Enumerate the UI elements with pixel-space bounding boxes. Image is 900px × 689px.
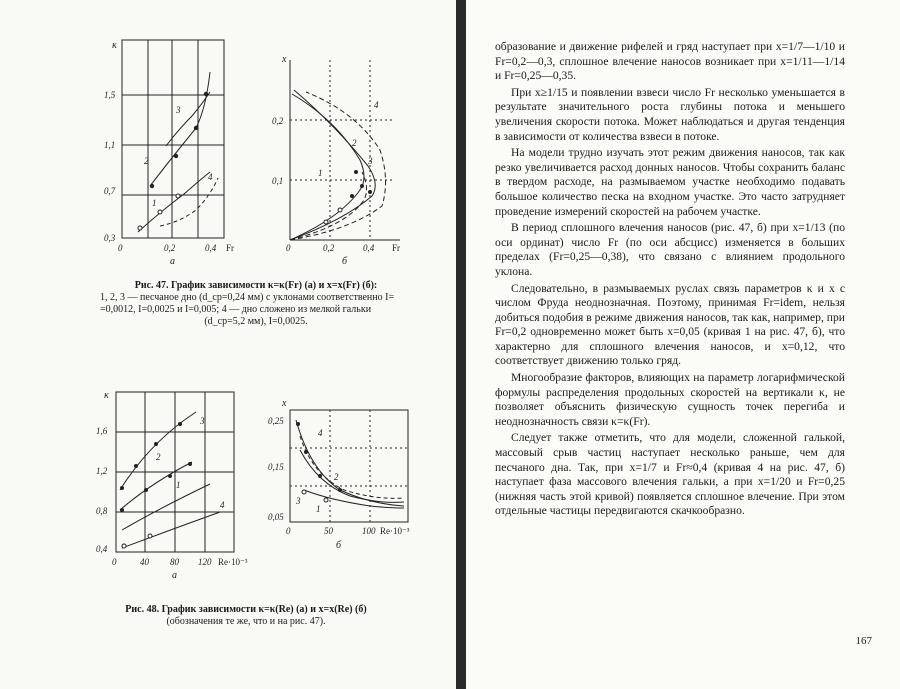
paragraph: Следует также отметить, что для модели, сложенной галькой, массовый срыв частиц наступает несколько раньше, чем для песчаного дна. Так, при x=1/7 и Fr≈0,4 (кривая 4 на рис. 47, б) наступает фаза массового влечения гальки, а при x=1/20 и Fr=0,25 (нижняя часть этой кривой) появляется сплошное влечение. При этом отдельные частицы передвигаются скачкообразно. — [495, 431, 845, 518]
fig47b-ytick: 0,1 — [272, 176, 284, 186]
page-number: 167 — [855, 635, 872, 647]
paragraph: При x≥1/15 и появлении взвеси число Fr несколько уменьшается в результате значительного роста глубины потока и меньшего увеличения скорости потока. Может наблюдаться и другая тенденция в зависимости от количества взвеси в потоке. — [495, 85, 845, 143]
fig48a-xtick: 80 — [170, 557, 179, 567]
fig47-panel-b — [272, 54, 400, 267]
curve-label: 4 — [208, 172, 213, 182]
fig47a-xtick: 0 — [118, 243, 123, 253]
curve-label: 3 — [200, 416, 205, 426]
fig47-panel-a — [104, 40, 234, 267]
fig48a-ylabel: κ — [104, 390, 109, 401]
curve-label: 1 — [152, 198, 157, 208]
fig47b-xtick: 0 — [286, 243, 291, 253]
fig48b-xtick: 50 — [324, 526, 333, 536]
fig47a-ytick: 1,1 — [104, 140, 116, 150]
fig47a-ytick: 0,3 — [104, 233, 116, 243]
fig47b-xtick: 0,2 — [323, 243, 335, 253]
curve-label: 4 — [318, 428, 323, 438]
fig48b-ylabel: x — [282, 398, 287, 409]
fig47a-ylabel: κ — [112, 40, 117, 51]
curve-label: 3 — [368, 156, 373, 166]
fig47-caption-line: =0,0012, I=0,0025 и I=0,005; 4 — дно сложено из мелкой гальки — [100, 304, 372, 315]
fig48b-ytick: 0,15 — [268, 462, 284, 472]
fig48a-ytick: 1,2 — [96, 466, 108, 476]
fig47b-ytick: 0,2 — [272, 116, 284, 126]
curve-label: 4 — [374, 100, 379, 110]
figure-48 — [0, 380, 456, 600]
fig47a-xtick: 0,4 — [205, 243, 217, 253]
curve-label: 1 — [316, 504, 321, 514]
fig48a-ytick: 1,6 — [96, 426, 108, 436]
fig47b-xtick: 0,4 — [363, 243, 375, 253]
curve-label: 4 — [220, 500, 225, 510]
fig48b-xtick: 100 — [362, 526, 376, 536]
fig47a-ytick: 0,7 — [104, 186, 116, 196]
fig47-caption-line: 1, 2, 3 — песчаное дно (d_ср=0,24 мм) с уклонами соответственно I= — [100, 292, 395, 303]
book-gutter — [456, 0, 466, 689]
curve-label: 1 — [176, 480, 181, 490]
fig47b-sublabel: б — [342, 256, 348, 267]
curve-label: 1 — [318, 168, 323, 178]
paragraph: В период сплошного влечения наносов (рис. 47, б) при x=1/13 (по оси ординат) число Fr (по оси абсцисс) изменяется в больших пределах (Fr=0,25—0,38), что связано с влиянием продольного уклона. — [495, 221, 845, 278]
fig48-panel-b — [268, 398, 410, 551]
curve-label: 2 — [144, 156, 149, 166]
fig48a-xtick: 120 — [198, 557, 212, 567]
fig48a-xtick: 0 — [112, 557, 117, 567]
fig47a-xtick: 0,2 — [164, 243, 176, 253]
fig48-panel-a — [96, 390, 248, 581]
paragraph: На модели трудно изучать этот режим движения наносов, так как резко увеличивается расход донных наносов. Чтобы сохранить баланс в твердом расходе, на размываемом участке необходимо подавать большое количество песка на входном участке. Это часто затрудняет проведение измерений скоростей на рабочем участке. — [495, 146, 845, 218]
fig48b-xtick: 0 — [286, 526, 291, 536]
fig47-caption-title: Рис. 47. График зависимости κ=κ(Fr) (а) и x=x(Fr) (б): — [134, 280, 378, 291]
fig48-caption-title: Рис. 48. График зависимости κ=κ(Re) (а) и x=x(Re) (б) — [125, 604, 367, 615]
fig47a-ytick: 1,5 — [104, 90, 116, 100]
fig48a-xlabel: Re·10⁻³ — [218, 557, 248, 567]
fig48-caption-sub: (обозначения те же, что и на рис. 47). — [166, 616, 326, 627]
fig48b-xlabel: Re·10⁻³ — [380, 526, 410, 536]
curve-label: 3 — [296, 496, 301, 506]
fig48-caption — [96, 604, 396, 628]
fig48b-ytick: 0,05 — [268, 512, 284, 522]
curve-label: 2 — [352, 138, 357, 148]
fig48a-ytick: 0,4 — [96, 544, 108, 554]
curve-label: 3 — [176, 105, 181, 115]
paragraph: Многообразие факторов, влияющих на параметр логарифмической формулы распределения продольных скоростей на вертикали κ, не позволяет объяснить физическую сущность точек перегиба и неоднозначность связи κ=κ(Fr). — [495, 371, 845, 428]
right-page-text — [495, 40, 845, 521]
fig47b-ylabel: x — [282, 54, 287, 65]
fig47-caption — [100, 280, 412, 328]
fig48a-ytick: 0,8 — [96, 506, 108, 516]
fig48b-sublabel: б — [336, 540, 342, 551]
fig47b-xlabel: Fr — [392, 243, 401, 253]
fig47a-xlabel: Fr — [226, 243, 235, 253]
paragraph: образование и движение рифелей и гряд наступает при x=1/7—1/10 и Fr=0,2—0,3, сплошное влечение наносов возникает при x=1/11—1/14 и Fr=0,25—0,35. — [495, 40, 845, 83]
fig47a-sublabel: а — [170, 256, 175, 267]
fig48b-ytick: 0,25 — [268, 416, 284, 426]
paragraph: Следовательно, в размываемых руслах связь параметров κ и x с числом Фруда неоднозначная. Поэтому, принимая Fr=idem, нельзя добиться подобия в режиме движения наносов, так как, например, при Fr=0,2 одновременно может быть x=0,05 (кривая 1 на рис. 47, б), что характерно для сплошного влечения наносов, и x=0,12, что соответствует движению только гряд. — [495, 281, 845, 368]
fig48a-sublabel: а — [172, 570, 177, 581]
curve-label: 2 — [156, 452, 161, 462]
fig47-caption-line: (d_ср=5,2 мм), I=0,0025. — [204, 316, 308, 327]
fig48a-xtick: 40 — [140, 557, 149, 567]
curve-label: 2 — [334, 472, 339, 482]
